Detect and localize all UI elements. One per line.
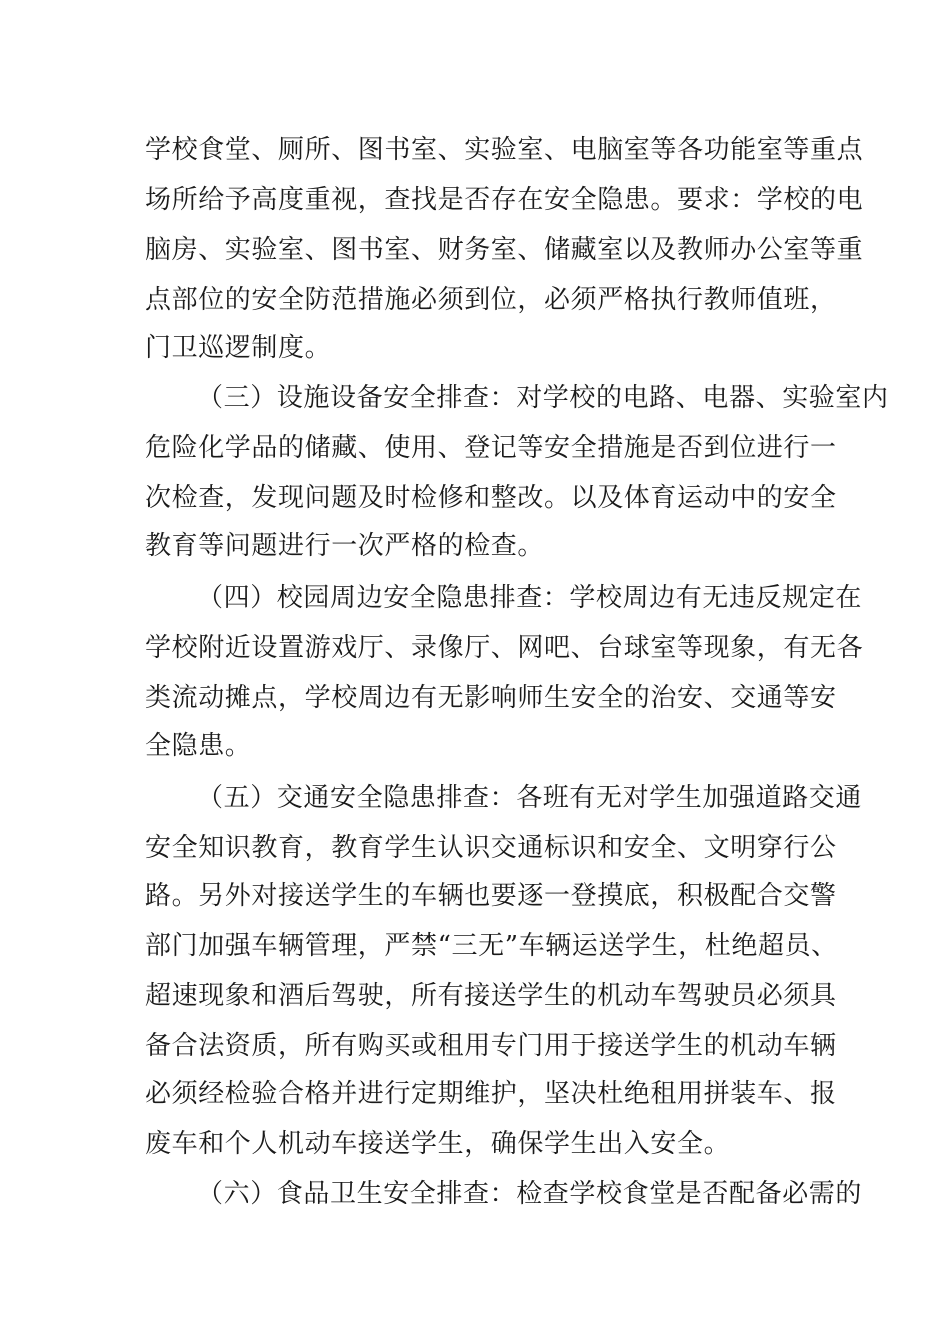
section-three-heading-line: （三）设施设备安全排查：对学校的电路、电器、实验室内 bbox=[197, 383, 889, 413]
paragraph-line: 安全知识教育，教育学生认识交通标识和安全、文明穿行公 bbox=[145, 833, 837, 863]
section-six-heading-line: （六）食品卫生安全排查：检查学校食堂是否配备必需的 bbox=[197, 1179, 863, 1209]
section-five-heading-line: （五）交通安全隐患排查：各班有无对学生加强道路交通 bbox=[197, 783, 863, 813]
document-body bbox=[145, 0, 889, 1344]
paragraph-line: 学校食堂、厕所、图书室、实验室、电脑室等各功能室等重点 bbox=[145, 135, 864, 165]
section-four-heading-line: （四）校园周边安全隐患排查：学校周边有无违反规定在 bbox=[197, 583, 863, 613]
paragraph-line: 门卫巡逻制度。 bbox=[145, 333, 332, 363]
paragraph-line: 超速现象和酒后驾驶，所有接送学生的机动车驾驶员必须具 bbox=[145, 981, 837, 1011]
paragraph-line: 学校附近设置游戏厅、录像厅、网吧、台球室等现象，有无各 bbox=[145, 633, 864, 663]
paragraph-line: 路。另外对接送学生的车辆也要逐一登摸底，积极配合交警 bbox=[145, 881, 837, 911]
paragraph-line: 点部位的安全防范措施必须到位，必须严格执行教师值班， bbox=[145, 285, 837, 315]
paragraph-line: 场所给予高度重视，查找是否存在安全隐患。要求：学校的电 bbox=[145, 185, 864, 215]
paragraph-line: 危险化学品的储藏、使用、登记等安全措施是否到位进行一 bbox=[145, 433, 837, 463]
paragraph-line: 次检查，发现问题及时检修和整改。以及体育运动中的安全 bbox=[145, 483, 837, 513]
paragraph-line: 备合法资质，所有购买或租用专门用于接送学生的机动车辆 bbox=[145, 1031, 837, 1061]
paragraph-line: 部门加强车辆管理，严禁“三无”车辆运送学生，杜绝超员、 bbox=[145, 931, 838, 961]
paragraph-line: 废车和个人机动车接送学生，确保学生出入安全。 bbox=[145, 1129, 731, 1159]
paragraph-line: 类流动摊点，学校周边有无影响师生安全的治安、交通等安 bbox=[145, 683, 837, 713]
paragraph-line: 必须经检验合格并进行定期维护，坚决杜绝租用拼装车、报 bbox=[145, 1079, 837, 1109]
paragraph-line: 脑房、实验室、图书室、财务室、储藏室以及教师办公室等重 bbox=[145, 235, 864, 265]
paragraph-line: 教育等问题进行一次严格的检查。 bbox=[145, 531, 545, 561]
paragraph-line: 全隐患。 bbox=[145, 731, 252, 761]
